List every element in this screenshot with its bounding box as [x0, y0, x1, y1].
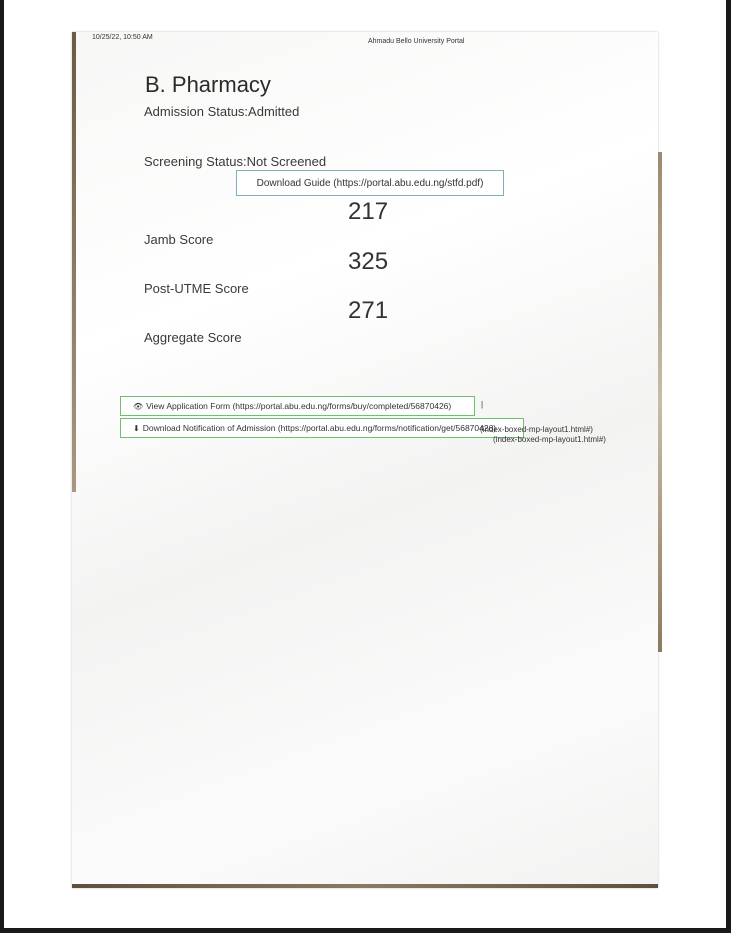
- view-application-form-link[interactable]: [120, 396, 475, 416]
- layout-link-1[interactable]: (index-boxed-mp-layout1.html#): [480, 425, 593, 434]
- program-name: B. Pharmacy: [145, 72, 271, 97]
- aggregate-score-value: 271: [348, 297, 389, 324]
- screening-status: Screening Status:Not Screened: [144, 154, 327, 169]
- download-icon: ⬇: [133, 423, 140, 433]
- layout-link-2[interactable]: (index-boxed-mp-layout1.html#): [493, 435, 606, 444]
- print-site-title: Ahmadu Bello University Portal: [368, 38, 465, 45]
- download-notification-label: Download Notification of Admission (https://portal.abu.edu.ng/forms/notification/get/56870426): [142, 423, 497, 433]
- post-utme-score-label: Post-UTME Score: [144, 281, 249, 296]
- aggregate-score-label: Aggregate Score: [144, 330, 242, 345]
- separator: |: [481, 400, 484, 409]
- admission-status: Admission Status:Admitted: [144, 104, 300, 119]
- post-utme-score-value: 325: [348, 248, 389, 275]
- jamb-score-value: 217: [348, 198, 389, 225]
- page-bottom-edge: [72, 884, 658, 888]
- view-application-form-label: View Application Form (https://portal.abu.edu.ng/forms/buy/completed/56870426): [146, 401, 452, 411]
- download-notification-link[interactable]: [120, 418, 524, 438]
- download-guide-label: Download Guide (https://portal.abu.edu.ng/stfd.pdf): [256, 177, 484, 189]
- print-datetime: 10/25/22, 10:50 AM: [92, 34, 153, 41]
- eye-icon: 👁: [133, 401, 144, 411]
- download-guide-button[interactable]: [236, 170, 504, 196]
- jamb-score-label: Jamb Score: [144, 232, 214, 247]
